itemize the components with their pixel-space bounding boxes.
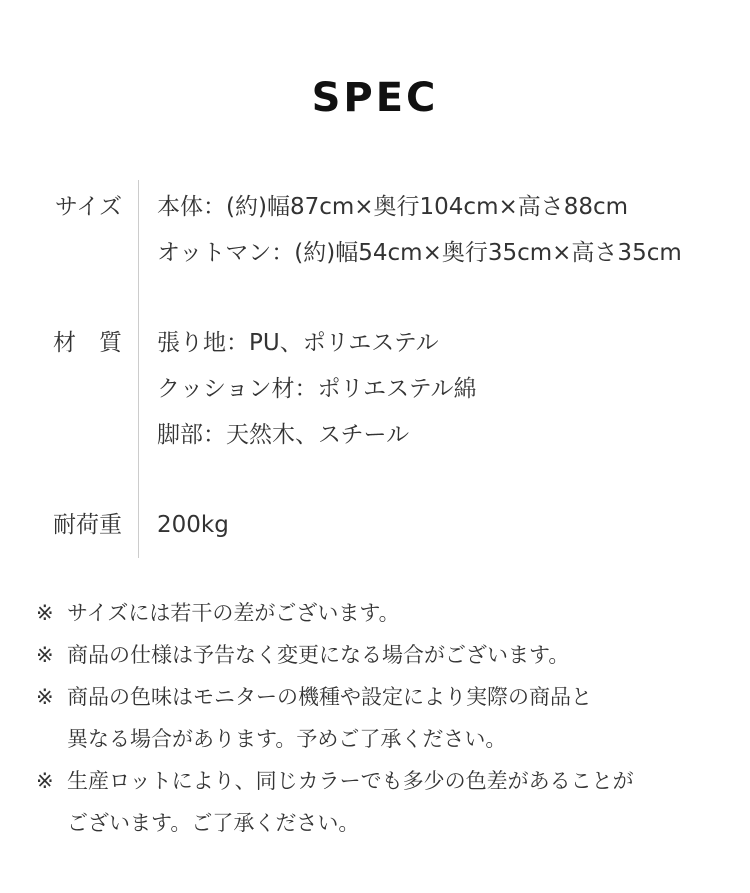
spec-label-load: 耐荷重 — [53, 512, 122, 538]
spec-value-line: 200kg — [157, 512, 229, 538]
note-text: サイズには若干の差がございます。 — [67, 601, 400, 625]
note-text: 異なる場合があります。予めご了承ください。 — [67, 727, 507, 751]
note-item — [36, 760, 726, 844]
note-text: 生産ロットにより、同じカラーでも多少の色差があることが — [67, 769, 634, 793]
note-mark: ※ — [36, 643, 54, 667]
spec-label-size: サイズ — [54, 194, 122, 220]
note-mark: ※ — [36, 685, 54, 709]
note-text: ございます。ご了承ください。 — [67, 811, 360, 835]
note-text: 商品の色味はモニターの機種や設定により実際の商品と — [67, 685, 592, 709]
spec-value-line: オットマン：(約)幅54cm×奥行35cm×高さ35cm — [157, 240, 682, 266]
spec-values-material — [157, 320, 742, 458]
notes-list — [36, 592, 726, 844]
note-mark: ※ — [36, 769, 54, 793]
spec-value-line: 脚部：天然木、スチール — [157, 422, 410, 448]
page-title: SPEC — [311, 75, 439, 121]
spec-value-line: 張り地：PU、ポリエステル — [157, 330, 439, 356]
note-item — [36, 676, 726, 760]
spec-values-load — [157, 502, 742, 548]
spec-value-line: クッション材：ポリエステル綿 — [157, 376, 477, 402]
note-mark: ※ — [36, 601, 54, 625]
spec-divider — [138, 180, 139, 558]
note-item — [36, 634, 726, 676]
spec-value-line: 本体：(約)幅87cm×奥行104cm×高さ88cm — [157, 194, 629, 220]
spec-values-size — [157, 184, 742, 276]
note-text: 商品の仕様は予告なく変更になる場合がございます。 — [67, 643, 570, 667]
note-item — [36, 592, 726, 634]
spec-label-material: 材 質 — [53, 330, 122, 356]
